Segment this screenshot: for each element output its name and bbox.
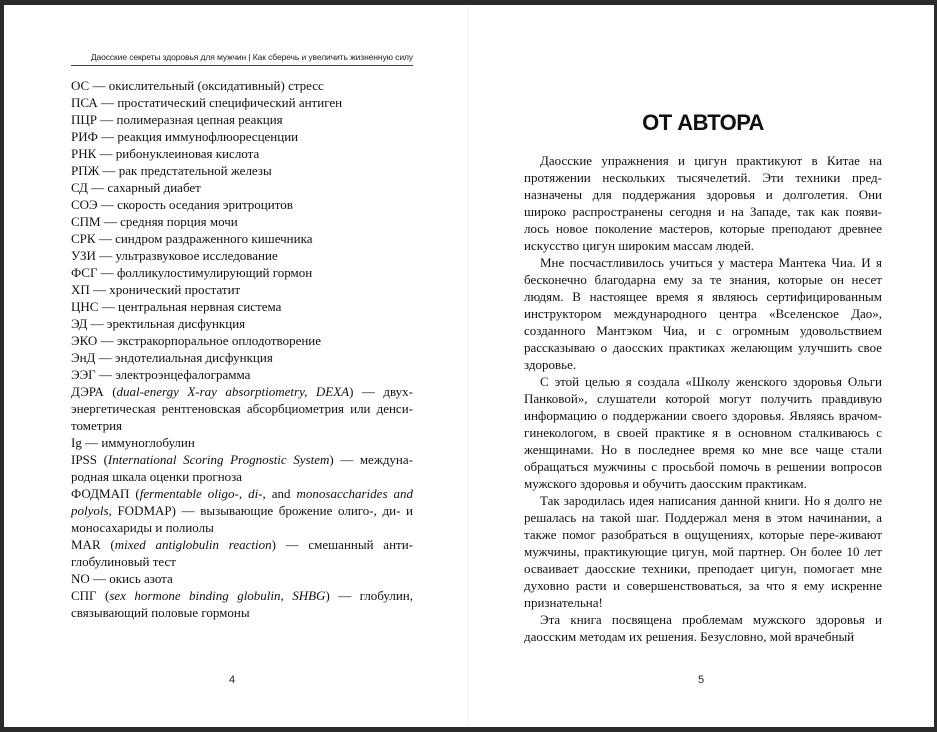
abbreviation: СОЭ bbox=[71, 197, 98, 212]
abbreviation: РПЖ bbox=[71, 163, 100, 178]
dexa-english: dual-energy X-ray absorptiometry, DEXA bbox=[116, 384, 350, 399]
abbreviations-list bbox=[71, 77, 413, 621]
shbg-description: ) — глобулин, связывающий половые гормоны bbox=[71, 588, 413, 620]
list-item-fodmap bbox=[71, 485, 413, 536]
abbreviation-definition: — скорость оседания эритроцитов bbox=[97, 197, 293, 212]
list-item bbox=[71, 94, 413, 111]
list-item bbox=[71, 230, 413, 247]
list-item-no: NO — окись азота bbox=[71, 571, 173, 586]
list-item bbox=[71, 366, 413, 383]
list-item bbox=[71, 332, 413, 349]
abbreviation: ФСГ bbox=[71, 265, 98, 280]
abbreviation: УЗИ bbox=[71, 248, 96, 263]
list-item bbox=[71, 349, 413, 366]
abbreviation: ЭнД bbox=[71, 350, 96, 365]
running-head: Даосские секреты здоровья для мужчин | Как сберечь и увеличить жизненную силу bbox=[90, 52, 413, 62]
abbreviation-definition: — эндотелиальная дисфункция bbox=[95, 350, 273, 365]
running-head-rule bbox=[71, 65, 413, 66]
abbreviation-definition: — фолликулостимулирующий гормон bbox=[97, 265, 313, 280]
shbg-abbr: СПГ ( bbox=[71, 588, 110, 603]
body-paragraph: Эта книга посвящена проблемам мужского здоровья и даосским методам их решения. Безусловно, мой врачебный bbox=[524, 612, 882, 644]
list-item bbox=[71, 128, 413, 145]
abbreviation-definition: — окислительный (оксидативный) стресс bbox=[89, 78, 324, 93]
abbreviation-definition: — ультразвуковое исследование bbox=[95, 248, 278, 263]
abbreviation: ПСА bbox=[71, 95, 98, 110]
list-item-ipss bbox=[71, 451, 413, 485]
fodmap-english-2: monosaccharides and polyols, bbox=[71, 486, 413, 518]
abbreviation-definition: — синдром раздраженного кишечника bbox=[95, 231, 313, 246]
mar-english: mixed antiglobulin reaction bbox=[114, 537, 272, 552]
list-item bbox=[71, 162, 413, 179]
list-item bbox=[71, 213, 413, 230]
viewer-bottom-border bbox=[0, 727, 937, 732]
dexa-description: ) — двух-энергетическая рентгеновская абсорбциометрия или денси-тометрия bbox=[71, 384, 414, 433]
abbreviation-definition: — рибонуклеиновая кислота bbox=[96, 146, 260, 161]
abbreviation: РИФ bbox=[71, 129, 98, 144]
abbreviation: ЭКО bbox=[71, 333, 98, 348]
abbreviation-definition: — полимеразная цепная реакция bbox=[97, 112, 283, 127]
body-paragraph: Даосские упражнения и цигун практикуют в Китае на протяжении нескольких тысячелетий. Эти техники пред-назначены для поддержания здоровья и долголетия. Они широко распространены сегодня и на Западе, так как появи-лось новое поколение мастеров, которые преподают древнее искусство цигун широким массам людей. bbox=[524, 153, 882, 253]
body-paragraph: С этой целью я создала «Школу женского здоровья Ольги Панковой», слушатели которой могут получить правдивую информацию о поддержании своего здоровья. Являясь врачом-гинекологом, в своей практике я в основном сталкиваюсь с женщинами. Но в последнее время ко мне все чаще стали обращаться мужчины с просьбой помочь в решении вопросов мужского здоровья и обучить даосским практикам. bbox=[524, 374, 882, 491]
list-item bbox=[71, 196, 413, 213]
ipss-english: International Scoring Prognostic System bbox=[107, 452, 330, 467]
abbreviation-definition: — электроэнцефалограмма bbox=[95, 367, 251, 382]
body-paragraph: Мне посчастливилось учиться у мастера Мантека Чиа. И я бесконечно благодарна ему за те знания, которые он несет людям. В настоящее время я являюсь сертифицированным инструктором международного центра «Вселенское Дао», созданного Мантэком Чиа, и с огромным удовольствием рассказываю о даосских практиках желающим улучшить свое здоровье. bbox=[524, 255, 882, 372]
abbreviation-definition: — центральная нервная система bbox=[98, 299, 282, 314]
mar-abbr: MAR ( bbox=[71, 537, 115, 552]
abbreviation: ХП bbox=[71, 282, 90, 297]
list-item bbox=[71, 281, 413, 298]
right-page-number: 5 bbox=[698, 674, 705, 686]
abbreviation: ЭД bbox=[71, 316, 88, 331]
abbreviation-definition: — средняя порция мочи bbox=[100, 214, 238, 229]
author-foreword-body bbox=[524, 152, 882, 645]
dexa-abbr: ДЭРА ( bbox=[71, 384, 117, 399]
list-item bbox=[71, 77, 413, 94]
fodmap-and: and bbox=[265, 486, 297, 501]
fodmap-description: FODMAP) — вызывающие брожение олиго-, ди- и моносахариды и полиолы bbox=[71, 503, 413, 535]
ipss-description: ) — междуна-родная шкала оценки прогноза bbox=[71, 452, 413, 484]
list-item-ig: Ig — иммуноглобулин bbox=[71, 435, 195, 450]
abbreviation-definition: — реакция иммунофлюоресценции bbox=[97, 129, 299, 144]
list-item-mar bbox=[71, 536, 413, 570]
list-item-dexa bbox=[71, 383, 413, 434]
book-spine bbox=[468, 5, 469, 727]
abbreviation: СРК bbox=[71, 231, 96, 246]
mar-description: ) — смешанный анти-глобулиновый тест bbox=[71, 537, 413, 569]
abbreviation-definition: — рак предстательной железы bbox=[99, 163, 272, 178]
abbreviation: СПМ bbox=[71, 214, 101, 229]
list-item bbox=[71, 264, 413, 281]
abbreviation: СД bbox=[71, 180, 88, 195]
abbreviation-definition: — простатический специфический антиген bbox=[97, 95, 343, 110]
list-item bbox=[71, 111, 413, 128]
abbreviation: ЦНС bbox=[71, 299, 99, 314]
ipss-abbr: IPSS ( bbox=[71, 452, 108, 467]
abbreviation-definition: — эректильная дисфункция bbox=[87, 316, 246, 331]
list-item-shbg bbox=[71, 587, 413, 621]
fodmap-abbr: ФОДМАП ( bbox=[71, 486, 140, 501]
list-item bbox=[71, 298, 413, 315]
abbreviation-definition: — хронический простатит bbox=[89, 282, 241, 297]
chapter-title: ОТ АВТОРА bbox=[642, 110, 764, 135]
abbreviation: ПЦР bbox=[71, 112, 98, 127]
list-item bbox=[71, 179, 413, 196]
abbreviation-definition: — сахарный диабет bbox=[87, 180, 201, 195]
fodmap-english-1: fermentable oligo-, di-, bbox=[139, 486, 266, 501]
abbreviation: РНК bbox=[71, 146, 97, 161]
list-item bbox=[71, 247, 413, 264]
list-item bbox=[71, 315, 413, 332]
list-item bbox=[71, 145, 413, 162]
shbg-english: sex hormone binding globulin, SHBG bbox=[109, 588, 326, 603]
body-paragraph: Так зародилась идея написания данной книги. Но я долго не решалась на такой шаг. Поддержал меня в этом начинании, а также помог разобраться в ощущениях, которые пере-живают мужчины, практикующие цигун, мой партнер. Он более 10 лет осваивает даосские техники, преподает цигун, помогает мне духовно расти и совершенствоваться, за что я ему искренне признательна! bbox=[524, 493, 882, 610]
viewer-left-border bbox=[0, 0, 4, 732]
abbreviation: ЭЭГ bbox=[71, 367, 96, 382]
left-page-number: 4 bbox=[229, 674, 236, 686]
abbreviation: ОС bbox=[71, 78, 90, 93]
abbreviation-definition: — экстракорпоральное оплодотворение bbox=[97, 333, 322, 348]
